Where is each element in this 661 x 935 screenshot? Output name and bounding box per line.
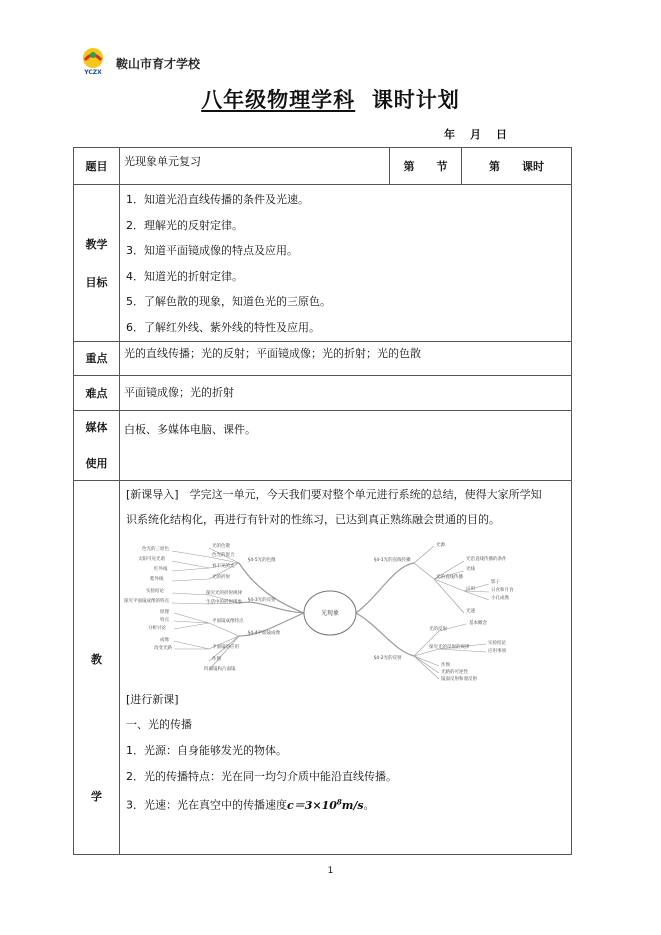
leaf-label: 作图 <box>441 662 450 668</box>
branch-label: §4-4平面镜成像 <box>248 630 281 636</box>
branch-label: §4-2光的反射 <box>374 655 402 661</box>
far-label: 改变光路 <box>154 645 172 651</box>
leaf-label: 基本概念 <box>469 620 487 626</box>
speed-text: 3．光速：光在真空中的传播速度 <box>126 798 287 812</box>
leaf-label: 光沿直线传播的条件 <box>466 556 507 562</box>
leaf-label: 光线 <box>466 566 475 572</box>
leaf-label: 光的色散 <box>212 543 230 549</box>
leaf-label: 看不见的光 <box>212 563 235 569</box>
goal-item: 1．知道光沿直线传播的条件及光速。 <box>126 193 309 206</box>
goal-item: 2．理解光的反射定律。 <box>126 218 243 232</box>
leaf-label: 平面镜成像特点 <box>212 618 244 624</box>
plan-title: 课时计划 <box>371 87 460 112</box>
leaf-label: 光源 <box>436 542 445 548</box>
goal-item: 5．了解色散的现象，知道色光的三原色。 <box>126 295 331 309</box>
far-label: 特点 <box>160 617 169 623</box>
far-label: 色光的三原色 <box>142 546 169 552</box>
school-logo <box>78 46 108 76</box>
leaf-label: 探究光的折射规律 <box>206 590 242 596</box>
goals-label-2: 目标 <box>85 275 108 289</box>
new-lesson-label: [进行新课] <box>126 692 179 706</box>
goal-item: 4．知道光的折射定律。 <box>126 269 243 283</box>
leaf-label: 日食和月食 <box>491 587 514 593</box>
leaf-label: 影子 <box>491 579 500 585</box>
topic-value: 光现象单元复习 <box>120 148 390 185</box>
topic-row <box>74 148 572 185</box>
teach-label <box>74 480 120 854</box>
logo-text: YCZX <box>84 69 102 76</box>
formula-unit: m/s <box>341 798 364 812</box>
leaf-label: 应用 <box>466 586 475 592</box>
branch-label: §4-5光的色散 <box>248 557 276 563</box>
leaf-label: 生活中的折射现象 <box>206 599 242 605</box>
media-label-2: 使用 <box>85 457 108 471</box>
date-month: 月 <box>470 128 481 141</box>
leaf-label: 光的折射 <box>212 574 230 580</box>
goals-content <box>120 185 572 342</box>
leaf-label: 色光的混合 <box>212 552 235 558</box>
leaf-label: 实验结论 <box>488 640 506 646</box>
section-heading: 一、光的传播 <box>126 718 192 732</box>
far-label: 红外线 <box>154 566 168 572</box>
goals-label-1: 教学 <box>85 237 108 251</box>
difficult-label: 难点 <box>74 375 120 410</box>
formula-main: c＝3×10 <box>287 798 337 812</box>
goals-row <box>74 185 572 342</box>
intro-line-1: [新课导入] 学完这一单元，今天我们要对整个单元进行系统的总结，使得大家所学知 <box>126 487 542 501</box>
leaf-label: 凹面镜和凸面镜 <box>204 666 236 672</box>
goal-item: 6．了解红外线、紫外线的特性及应用。 <box>126 320 320 334</box>
leaf-label: 平面镜的应用 <box>212 644 239 650</box>
far-label: 成像 <box>160 637 169 643</box>
far-label: 分析讨论 <box>148 625 166 631</box>
key-label: 重点 <box>74 341 120 375</box>
goal-item: 3．知道平面镜成像的特点及应用。 <box>126 244 298 258</box>
section-cell: 第 节 <box>390 148 462 185</box>
key-row <box>74 341 572 375</box>
leaf-label: 光的反射 <box>429 626 447 632</box>
speed-formula <box>287 799 364 812</box>
far-label: 探究平面镜成像的特点 <box>124 598 169 604</box>
leaf-label: 光的直线传播 <box>436 574 463 580</box>
difficult-row <box>74 375 572 410</box>
lesson-plan-table <box>73 147 572 855</box>
topic-label: 题目 <box>74 148 120 185</box>
branch-label: §4-3光的反射 <box>248 597 276 603</box>
period-cell: 第 课时 <box>462 148 572 185</box>
paragraph: 2．光的传播特点：光在同一均匀介质中能沿直线传播。 <box>126 769 397 783</box>
leaf-label: 应用事项 <box>488 648 506 654</box>
mind-map <box>124 541 564 681</box>
intro-line-2: 识系统化结构化，再进行有针对的性练习，已达到真正熟练融会贯通的目的。 <box>126 513 500 527</box>
formula-end: 。 <box>363 798 375 812</box>
media-label-1: 媒体 <box>85 421 108 435</box>
subject-title: 八年级物理学科 <box>201 87 356 112</box>
leaf-label: 探究光的反射的规律 <box>429 644 470 650</box>
leaf-label: 光路的可逆性 <box>441 669 468 675</box>
formula-exponent: 8 <box>336 797 342 807</box>
difficult-value: 平面镜成像；光的折射 <box>120 375 572 410</box>
branch-label: §4-1光的直线传播 <box>374 557 411 563</box>
teach-row <box>74 480 572 854</box>
paragraph-speed <box>120 789 571 818</box>
date-year: 年 <box>444 128 455 141</box>
page-number: 1 <box>327 866 334 876</box>
teach-content <box>120 480 572 854</box>
far-label: 原理 <box>160 609 169 615</box>
leaf-label: 镜面反射和漫反射 <box>441 676 477 681</box>
date-day: 日 <box>496 128 507 141</box>
far-label: 太阳可见光谱 <box>138 556 165 562</box>
teach-label-1: 教 <box>91 652 102 666</box>
paragraph: 1．光源：自身能够发光的物体。 <box>126 743 287 757</box>
school-name: 鞍山市育才学校 <box>116 57 201 71</box>
far-label: 紫外线 <box>150 576 164 582</box>
teach-label-2: 学 <box>91 789 102 803</box>
date-line <box>444 126 507 142</box>
media-label <box>74 410 120 480</box>
far-label: 实验结论 <box>146 588 164 594</box>
media-row <box>74 410 572 480</box>
leaf-label: 作图 <box>212 656 221 662</box>
mind-map-center: 光现象 <box>320 609 340 617</box>
goals-label <box>74 185 120 342</box>
leaf-label: 小孔成像 <box>491 595 509 601</box>
media-value: 白板、多媒体电脑、课件。 <box>120 410 572 480</box>
leaf-label: 光速 <box>466 608 475 614</box>
key-value: 光的直线传播；光的反射；平面镜成像；光的折射；光的色散 <box>120 341 572 375</box>
page-title <box>0 84 661 114</box>
